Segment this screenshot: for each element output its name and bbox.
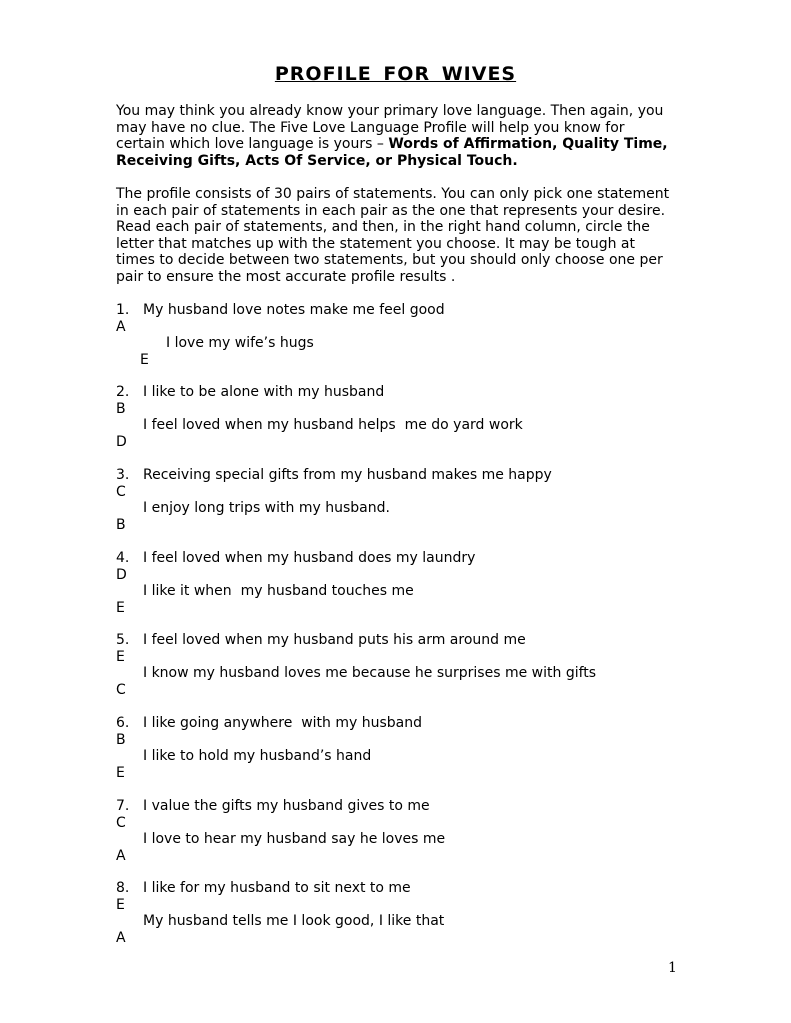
statement-b-text: I love my wife’s hugs [166,335,314,351]
question-item [116,632,676,698]
statement-b-text: I know my husband loves me because he surprises me with gifts [143,665,597,681]
intro-text: You may think you already know your primary love language. Then again, you may have no clue. The Five Love Language Profile will help you know for certain which love language is yours – [116,103,664,152]
question-number: 5. [116,632,130,648]
statement-b-letter[interactable]: C [116,681,126,698]
statement-b-letter[interactable]: A [116,847,126,864]
statement-b-letter[interactable]: D [116,433,127,450]
question-number: 3. [116,467,130,483]
statement-a-text: I value the gifts my husband gives to me [143,798,430,814]
question-item [116,880,676,946]
statement-a-text: I like going anywhere with my husband [143,715,423,731]
question-number: 7. [116,798,130,814]
statement-a-letter[interactable]: B [116,731,126,748]
statement-b-letter[interactable]: E [140,351,149,368]
love-languages-list: Words of Affirmation, Quality Time, Receiving Gifts, Acts Of Service, or Physical Touch. [116,136,668,169]
page-title: PROFILE FOR WIVES [274,63,517,85]
statement-a-letter[interactable]: D [116,566,127,583]
statement-a-letter[interactable]: C [116,483,126,500]
statement-a [116,880,411,897]
question-item [116,384,676,450]
question-number: 6. [116,715,130,731]
statement-a-text: My husband love notes make me feel good [143,302,445,318]
statement-b-text: I like to hold my husband’s hand [143,748,372,764]
statement-b-text: I love to hear my husband say he loves me [143,831,446,847]
page-number: 1 [668,960,677,976]
statement-a-letter[interactable]: E [116,896,125,913]
statement-b-text: I enjoy long trips with my husband. [143,500,390,516]
statement-a-text: I like for my husband to sit next to me [143,880,411,896]
statement-b-letter[interactable]: A [116,929,126,946]
statement-a [116,715,422,732]
question-number: 1. [116,302,130,318]
statement-b-text: My husband tells me I look good, I like that [143,913,445,929]
statement-a-letter[interactable]: E [116,648,125,665]
question-item [116,550,676,616]
statement-a [116,550,475,567]
statement-a [116,302,445,319]
statement-a [116,632,526,649]
statement-b-text: I feel loved when my husband helps me do yard work [143,417,523,433]
statement-b-letter[interactable]: E [116,599,125,616]
question-number: 4. [116,550,130,566]
intro-paragraph [116,103,676,169]
question-item [116,715,676,781]
statement-a-letter[interactable]: B [116,400,126,417]
statement-a-text: I feel loved when my husband does my laundry [143,550,476,566]
statement-a-letter[interactable]: C [116,814,126,831]
statement-b-text: I like it when my husband touches me [143,583,414,599]
statement-a-text: Receiving special gifts from my husband makes me happy [143,467,552,483]
question-item [116,302,676,368]
statement-b-letter[interactable]: B [116,516,126,533]
statement-a [116,384,384,401]
instructions-paragraph: The profile consists of 30 pairs of statements. You can only pick one statement in each pair of statements in each pair as the one that represents your desire. Read each pair of statements, and then, in the right hand column, circle the letter that matches up with the statement you choose. It may be tough at times to decide between two statements, but you should only choose one per pair to ensure the most accurate profile results . [116,186,670,285]
statement-a [116,798,430,815]
statement-a-text: I like to be alone with my husband [143,384,385,400]
statement-a [116,467,552,484]
question-number: 2. [116,384,130,400]
question-item [116,467,676,533]
question-item [116,798,676,864]
statement-b-letter[interactable]: E [116,764,125,781]
statement-a-text: I feel loved when my husband puts his arm around me [143,632,526,648]
statement-a-letter[interactable]: A [116,318,126,335]
question-number: 8. [116,880,130,896]
